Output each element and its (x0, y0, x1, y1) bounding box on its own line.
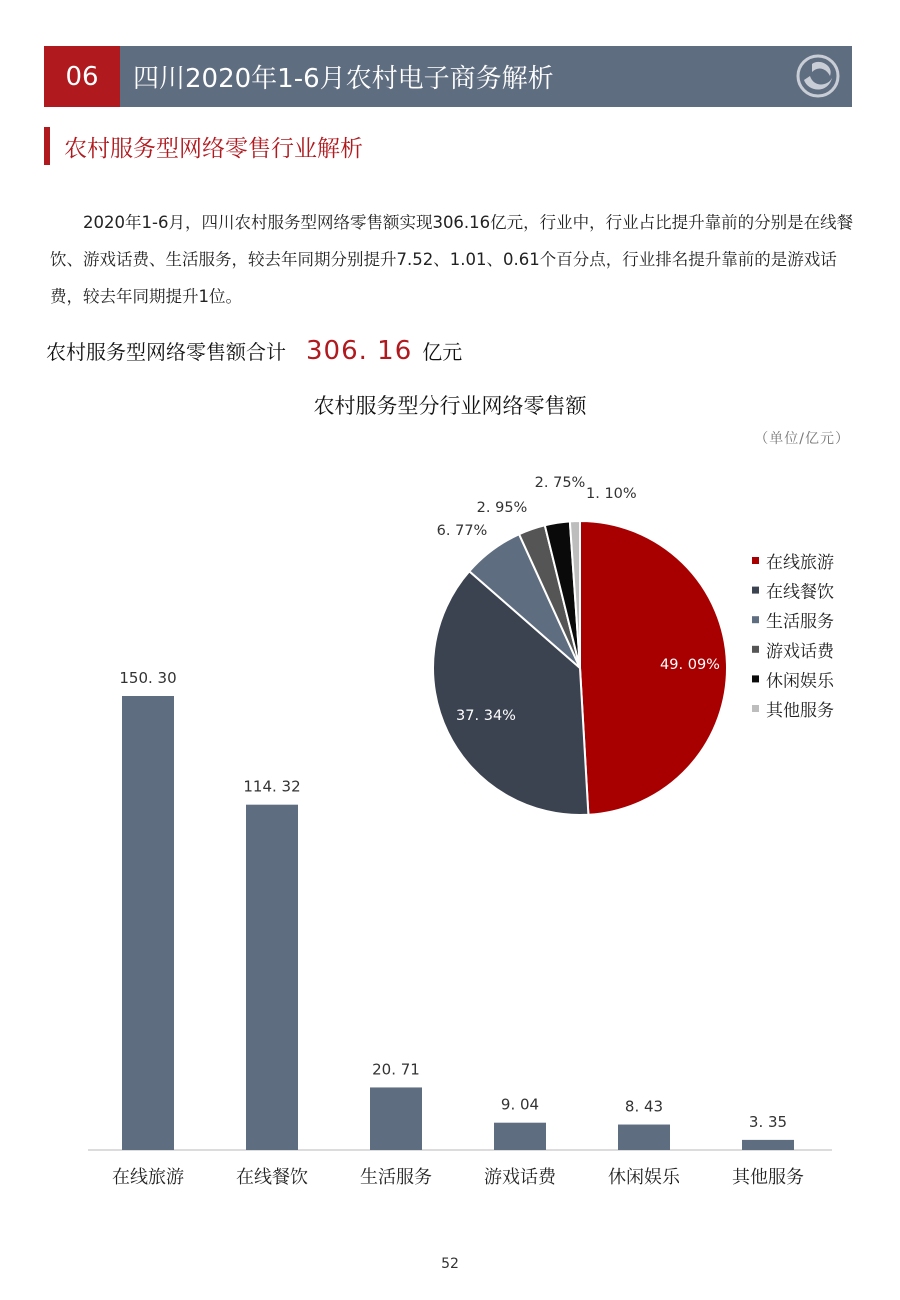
page-title: 四川2020年1-6月农村电子商务解析 (133, 64, 554, 94)
bar-6 (742, 1140, 794, 1150)
chart-title: 农村服务型分行业网络零售额 (313, 394, 587, 418)
legend-label: 在线餐饮 (766, 582, 834, 603)
x-tick-label: 在线餐饮 (236, 1167, 308, 1188)
section-number: 06 (44, 46, 120, 107)
x-tick-label: 其他服务 (732, 1167, 804, 1188)
chart-unit-label: （单位/亿元） (754, 431, 850, 447)
legend-swatch (752, 616, 759, 623)
bar-2 (246, 805, 298, 1150)
summary-paragraph: 2020年1-6月，四川农村服务型网络零售额实现306.16亿元，行业中，行业占比提升靠前的分别是在线餐饮、游戏话费、生活服务，较去年同期分别提升7.52、1.01、0.61个百分点，行业排名提升靠前的是游戏话费，较去年同期提升1位。 (50, 213, 854, 306)
pie-data-label: 37. 34% (456, 708, 516, 724)
legend-label: 休闲娱乐 (766, 671, 834, 692)
bar-1 (122, 696, 174, 1150)
total-label: 农村服务型网络零售额合计 (46, 340, 286, 364)
bar-5 (618, 1125, 670, 1150)
pie-data-label: 49. 09% (660, 657, 720, 673)
pie-data-label: 1. 10% (586, 486, 637, 502)
bar-data-label: 114. 32 (243, 777, 301, 796)
x-tick-label: 游戏话费 (484, 1167, 556, 1188)
pie-data-label: 6. 77% (436, 523, 488, 539)
bar-4 (494, 1123, 546, 1150)
bar-data-label: 9. 04 (500, 1095, 540, 1114)
legend-swatch (752, 557, 759, 564)
bar-data-label: 20. 71 (372, 1060, 420, 1079)
section-title: 农村服务型网络零售行业解析 (64, 135, 363, 162)
legend-swatch (752, 705, 759, 712)
legend-label: 游戏话费 (766, 641, 834, 662)
total-value: 306. 16 (306, 336, 413, 366)
x-tick-label: 生活服务 (360, 1167, 432, 1188)
legend-label: 其他服务 (766, 701, 834, 721)
legend-label: 生活服务 (766, 612, 834, 633)
bar-data-label: 3. 35 (748, 1112, 788, 1131)
x-tick-label: 休闲娱乐 (608, 1167, 680, 1188)
legend-label: 在线旅游 (766, 553, 834, 573)
pie-data-label: 2. 95% (476, 500, 528, 516)
x-tick-label: 在线旅游 (112, 1167, 184, 1188)
bar-data-label: 150. 30 (119, 669, 177, 687)
pie-data-label: 2. 75% (534, 475, 586, 491)
legend-swatch (752, 646, 759, 653)
bar-data-label: 8. 43 (624, 1097, 664, 1116)
legend-swatch (752, 675, 759, 682)
bar-3 (370, 1087, 422, 1150)
page-number: 52 (441, 1256, 459, 1272)
total-unit: 亿元 (422, 340, 463, 364)
legend-swatch (752, 587, 759, 594)
